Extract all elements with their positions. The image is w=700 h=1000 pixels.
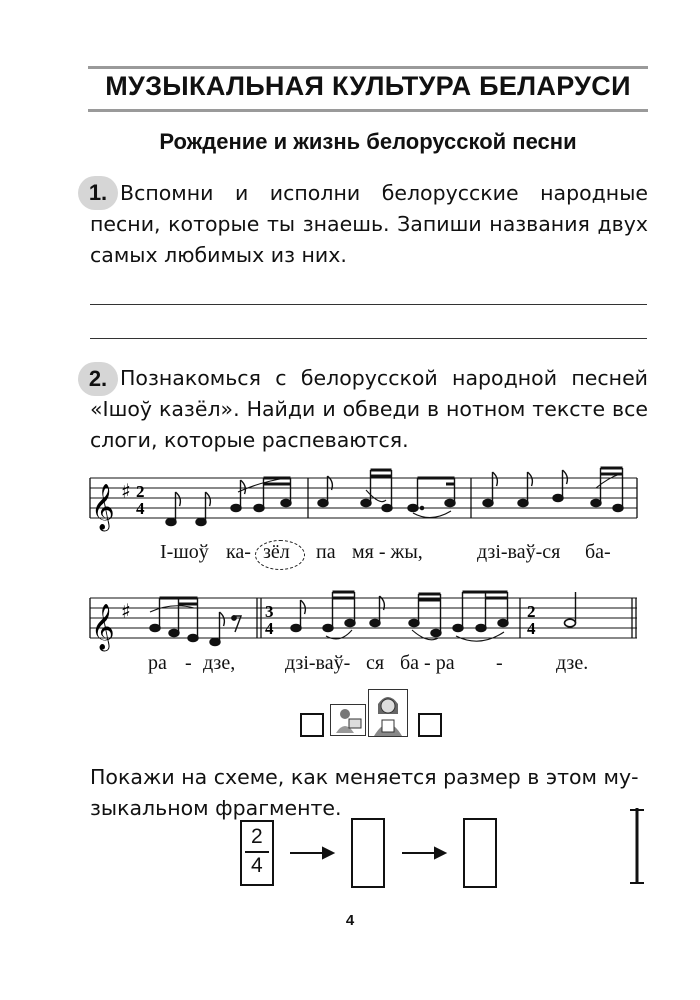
lyric-syllable: дзе. (556, 652, 589, 674)
meter-answer-box-2[interactable] (463, 818, 497, 888)
task-3-text-line-2: зыкальном фрагменте. (90, 796, 342, 820)
lyric-syllable: ба - ра (400, 652, 455, 674)
task-1-text: Вспомни и исполни белорусские народные песни, которые ты знаешь. Запиши названия двух самых любимых из них. (90, 181, 648, 267)
lyric-syllable: дзі-ваў- (285, 652, 351, 674)
lyric-syllable: - (185, 652, 192, 674)
lyric-syllable: мя - жы, (352, 541, 423, 563)
lesson-title: Рождение и жизнь белорусской песни (159, 129, 577, 154)
arrow-right-icon (435, 848, 445, 858)
time-signature-2-4-top: 2 (527, 602, 536, 621)
lyric-syllable: па (316, 541, 336, 563)
lyric-syllable: зёл (263, 541, 290, 563)
lyric-syllable: ка- (226, 541, 251, 563)
lyric-syllable: І-шоў (160, 541, 209, 563)
task-2-number: 2. (78, 362, 118, 396)
treble-clef-icon: 𝄞 (91, 484, 115, 530)
chapter-title: МУЗЫКАЛЬНАЯ КУЛЬТУРА БЕЛАРУСИ (105, 71, 631, 101)
treble-clef-icon: 𝄞 (91, 604, 115, 650)
key-sharp-icon: ♯ (121, 479, 131, 503)
time-signature-3-4-bottom: 4 (265, 619, 274, 638)
key-sharp-icon: ♯ (121, 599, 131, 623)
lyric-syllable: ра (148, 652, 167, 674)
time-signature-3-4-top: 3 (265, 602, 274, 621)
lyric-syllable: ся (366, 652, 385, 674)
lyric-syllable: ба- (585, 541, 611, 563)
page-number: 4 (345, 912, 355, 929)
lyric-syllable: - (496, 652, 503, 674)
meter-numerator: 2 (251, 825, 263, 848)
lyric-syllable: дзе, (203, 652, 236, 674)
meter-answer-box-1[interactable] (351, 818, 385, 888)
time-signature-2-4-bottom: 4 (527, 619, 536, 638)
task-2-text: Познакомься с белорусской народной песней «Ішоў казёл». Найди и обведи в нотном тексте все слоги, которые распеваются. (90, 366, 648, 452)
final-barline-icon (630, 808, 644, 884)
meter-denominator: 4 (251, 854, 263, 877)
time-signature-2-4-top: 2 (136, 482, 145, 501)
arrow-right-icon (323, 848, 333, 858)
task-3-text-line-1: Покажи на схеме, как меняется размер в этом му- (90, 765, 639, 789)
task-1-number: 1. (78, 176, 118, 210)
time-signature-2-4-bottom: 4 (136, 499, 145, 518)
lyric-syllable: дзі-ваў-ся (477, 541, 561, 563)
